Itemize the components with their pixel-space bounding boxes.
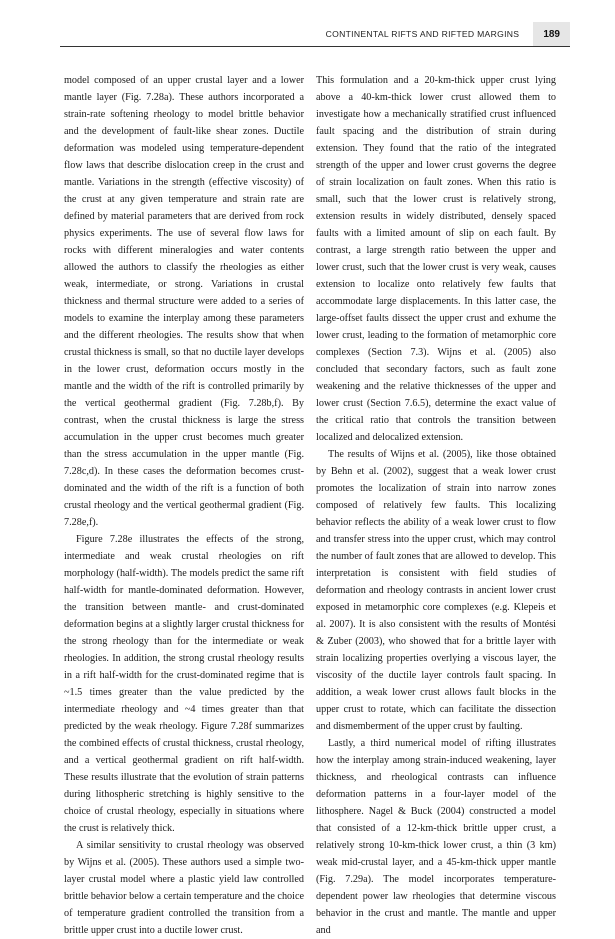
right-paragraph-2: The results of Wijns et al. (2005), like those obtained by Behn et al. (2002), suggest that a weak lower crust promotes the localization of strain into narrow zones composed of relatively few faults. This localizing behavior reflects the ability of a weak lower crust to flow and transfer stress into the upper crust, which may control the number of fault zones that are allowed to develop. This interpretation is consistent with field studies of deformation and rheology contrasts in ancient lower crust exposed in metamorphic core complexes (e.g. Klepeis et al. 2007). It is also consistent with the results of Montési & Zuber (2003), who showed that for a brittle layer with strain localizing properties overlying a viscous layer, the viscosity of the ductile layer controls fault spacing. In addition, a weak lower crust allows fault blocks in the upper crust to rotate, which can facilitate the dissection and dismemberment of the upper crust by faulting.	[316, 449, 556, 732]
page-number: 189	[533, 22, 570, 46]
left-paragraph-3: A similar sensitivity to crustal rheology was observed by Wijns et al. (2005). These authors used a simple two-layer crustal model where a plastic yield law controlled brittle behavior below a certain temperature and the choice of temperature gradient controlled the transition from a brittle upper crust into a ductile lower crust.	[64, 840, 304, 936]
left-column	[64, 72, 304, 939]
page-header	[60, 22, 570, 47]
right-paragraph-3: Lastly, a third numerical model of rifting illustrates how the interplay among strain-induced weakening, layer thickness, and rheological contrasts can influence deformation patterns in a four-layer model of the lithosphere. Nagel & Buck (2004) constructed a model that consisted of a 12-km-thick brittle upper crust, a relatively strong 10-km-thick lower crust, a thin (3 km) weak mid-crustal layer, and a 45-km-thick upper mantle (Fig. 7.29a). The model incorporates temperature-dependent power law rheologies that determine viscous behavior in the crust and mantle. The mantle and upper and	[316, 738, 556, 936]
right-paragraph-1: This formulation and a 20-km-thick upper crust lying above a 40-km-thick lower crust allowed them to investigate how a mechanically stratified crust influenced fault spacing and the distribution of strain during extension. They found that the ratio of the integrated strength of the upper and lower crust governs the degree of strain localization on fault zones. When this ratio is small, such that the lower crust is relatively strong, extension results in widely distributed, densely spaced faults with a limited amount of slip on each fault. By contrast, a large strength ratio between the upper and lower crust, such that the lower crust is very weak, causes extension to localize onto relatively few faults that accommodate large displacements. In this latter case, the large-offset faults dissect the upper crust and exhume the lower crust, leading to the formation of metamorphic core complexes (Section 7.3). Wijns et al. (2005) also concluded that secondary factors, such as fault zone weakening and the relative thicknesses of the upper and lower crust (Section 7.6.5), determine the exact value of the critical ratio that controls the transition between localized and delocalized extension.	[316, 75, 556, 443]
left-paragraph-1: model composed of an upper crustal layer and a lower mantle layer (Fig. 7.28a). These authors incorporated a strain-rate softening rheology to model brittle behavior and the development of fault-like shear zones. Ductile deformation was modeled using temperature-dependent flow laws that describe dislocation creep in the crust and mantle. Variations in the strength (effective viscosity) of the crust at any given temperature and strain rate are defined by material parameters that are derived from rock physics experiments. The use of several flow laws for rocks with different mineralogies and water contents allowed the authors to classify the rheologies as either weak, intermediate, or strong. Variations in crustal thickness and thermal structure were added to a series of models to examine the interplay among these parameters and the different rheologies. The results show that when crustal thickness is small, so that no ductile layer develops in the lower crust, deformation occurs mostly in the mantle and the width of the rift is controlled primarily by the vertical geothermal gradient (Fig. 7.28b,f). By contrast, when the crustal thickness is large the stress accumulation in the upper crust becomes much greater than the stress accumulation in the upper mantle (Fig. 7.28c,d). In these cases the deformation becomes crust-dominated and the width of the rift is a function of both crustal rheology and the vertical geothermal gradient (Fig. 7.28e,f).	[64, 75, 304, 528]
right-column	[316, 72, 556, 939]
left-paragraph-2: Figure 7.28e illustrates the effects of the strong, intermediate and weak crustal rheologies on rift morphology (half-width). The models predict the same rift half-width for mantle-dominated deformation. However, the transition between mantle- and crust-dominated deformation begins at a slightly larger crustal thickness for the strong rheology than for the intermediate or weak rheologies. In addition, the strong crustal rheology results in a rift half-width for the crust-dominated regime that is ~1.5 times greater than the value predicted by the intermediate rheology and ~4 times greater than that predicted by the weak rheology. Figure 7.28f summarizes the combined effects of crustal thickness, crustal rheology, and a vertical geothermal gradient on rift half-width. These results illustrate that the evolution of strain patterns during lithospheric stretching is highly sensitive to the choice of crustal rheology, especially in situations where the crust is relatively thick.	[64, 534, 304, 834]
running-head: CONTINENTAL RIFTS AND RIFTED MARGINS	[325, 29, 520, 39]
